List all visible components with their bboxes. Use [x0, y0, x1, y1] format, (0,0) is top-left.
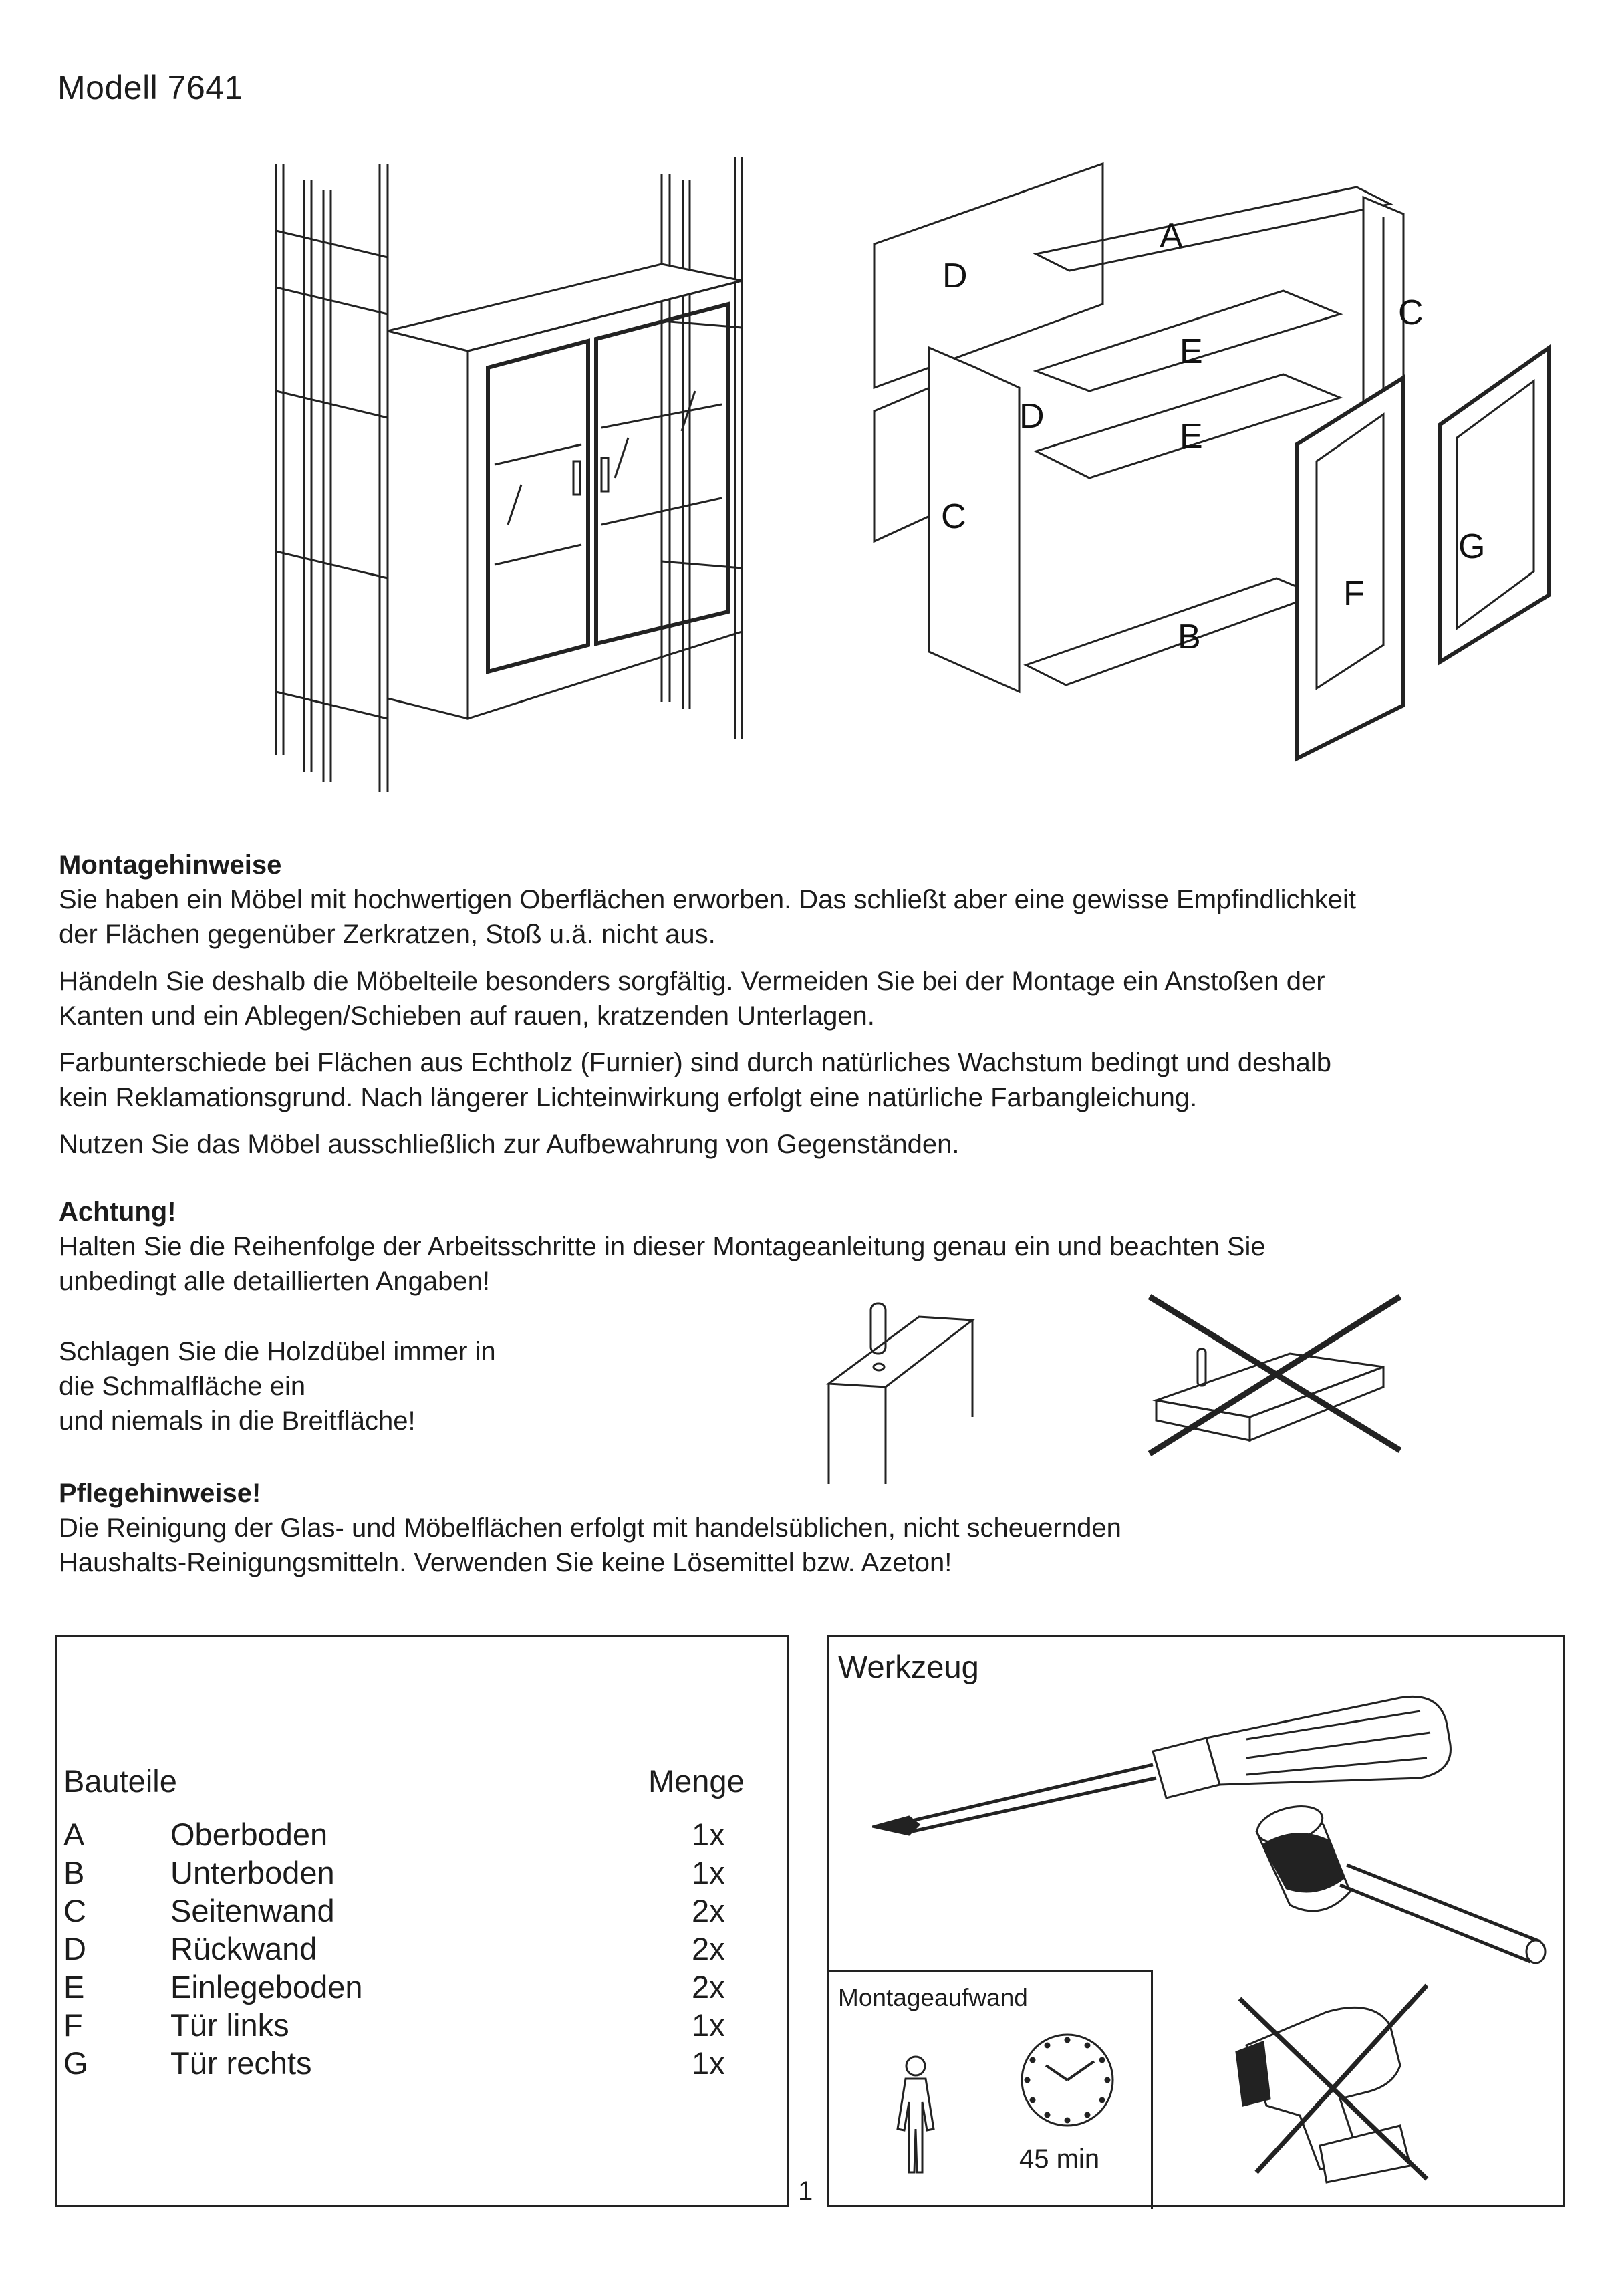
exploded-view-illustration: [869, 150, 1564, 765]
label-g: G: [1458, 527, 1486, 566]
clock-icon: [1019, 2032, 1116, 2129]
warning-section: [59, 1194, 1563, 1299]
warning-text: Halten Sie die Reihenfolge der Arbeitsschritte in dieser Montageanleitung genau ein und beachten Sie unbedingt alle detaillierten Angaben!: [59, 1232, 1266, 1296]
assembly-notes-heading: Montagehinweise: [59, 850, 282, 880]
parts-row: G Tür rechts 1x: [63, 2045, 725, 2081]
warning-heading: Achtung!: [59, 1197, 176, 1227]
page-number: 1: [798, 2176, 813, 2206]
assembly-notes-section: [59, 848, 1563, 1174]
tools-title: Werkzeug: [838, 1649, 979, 1684]
parts-header-part: Bauteile: [63, 1763, 177, 1799]
label-c-right: C: [1398, 293, 1424, 332]
assembled-cabinet-illustration: [267, 150, 775, 805]
label-e-lower: E: [1180, 417, 1203, 456]
top-board: [1036, 187, 1390, 271]
label-c-left: C: [941, 497, 966, 536]
parts-row: B Unterboden 1x: [63, 1855, 725, 1890]
parts-row: E Einlegeboden 2x: [63, 1969, 725, 2005]
assembly-effort-title: Montageaufwand: [838, 1984, 1028, 2011]
parts-row: C Seitenwand 2x: [63, 1893, 725, 1928]
assembly-effort-time: 45 min: [1019, 2144, 1100, 2174]
label-d-lower: D: [1019, 397, 1045, 436]
model-title: Modell 7641: [57, 69, 243, 106]
parts-row: A Oberboden 1x: [63, 1817, 725, 1852]
label-a: A: [1160, 217, 1183, 255]
care-heading: Pflegehinweise!: [59, 1479, 261, 1508]
parts-row: F Tür links 1x: [63, 2007, 725, 2043]
care-section: [59, 1476, 1563, 1580]
assembly-notes-p2: Händeln Sie deshalb die Möbelteile besonders sorgfältig. Vermeiden Sie bei der Montage ein Anstoßen der Kanten und ein Ablegen/Schieben auf rauen, kratzenden Unterlagen.: [59, 967, 1325, 1031]
care-text: Die Reinigung der Glas- und Möbelflächen erfolgt mit handelsüblichen, nicht scheuernden Haushalts-Reinigungsmitteln. Verwenden Sie keine Lösemittel bzw. Azeton!: [59, 1513, 1121, 1577]
label-d-upper: D: [942, 257, 968, 295]
label-f: F: [1343, 574, 1365, 613]
parts-header-qty: Menge: [648, 1763, 745, 1799]
grid-rack-left: [276, 164, 388, 792]
bottom-board: [1026, 578, 1317, 685]
parts-row: D Rückwand 2x: [63, 1931, 725, 1966]
dowel-instruction: Schlagen Sie die Holzdübel immer in die Schmalfläche ein und niemals in die Breitfläche!: [59, 1337, 496, 1436]
cordless-drill-crossed-icon: [1226, 1972, 1447, 2186]
assembly-notes-p4: Nutzen Sie das Möbel ausschließlich zur Aufbewahrung von Gegenständen.: [59, 1130, 960, 1159]
back-panel-upper: [874, 164, 1103, 388]
person-icon: [886, 2055, 946, 2176]
label-e-upper: E: [1180, 332, 1203, 371]
dowel-wrong-illustration: [1143, 1290, 1410, 1464]
assembly-notes-p1: Sie haben ein Möbel mit hochwertigen Oberflächen erworben. Das schließt aber eine gewisse Empfindlichkeit der Flächen gegenüber Zerkratzen, Stoß u.ä. nicht aus.: [59, 885, 1357, 949]
assembly-notes-p3: Farbunterschiede bei Flächen aus Echtholz (Furnier) sind durch natürliches Wachstum bedingt und deshalb kein Reklamationsgrund. Nach längerer Lichteinwirkung erfolgt eine natürliche Farbangleichung.: [59, 1048, 1331, 1112]
door-left: [1297, 378, 1403, 759]
label-b: B: [1178, 618, 1201, 656]
dowel-correct-illustration: [819, 1300, 979, 1487]
